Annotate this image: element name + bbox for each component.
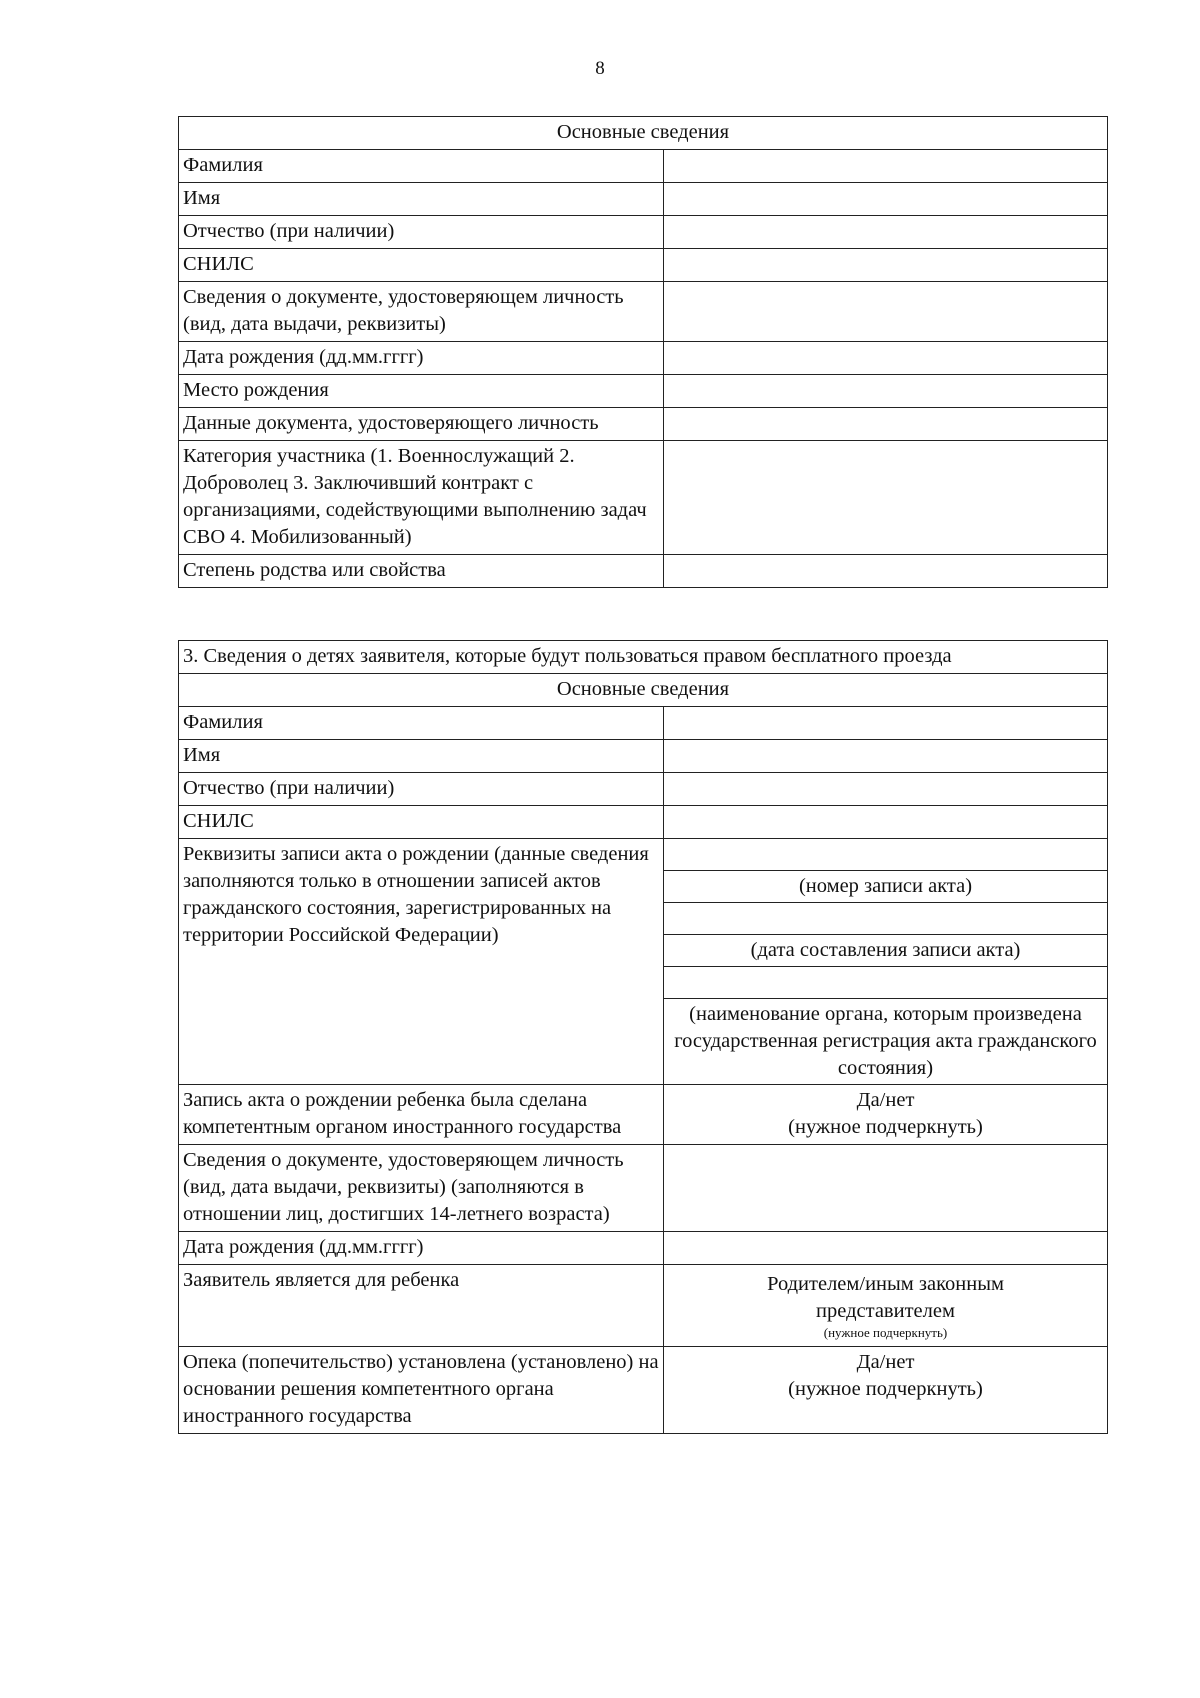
field-label: Имя — [179, 183, 664, 216]
applicant-relative-table — [178, 116, 1108, 588]
field-label: Фамилия — [179, 707, 664, 740]
table-row — [179, 150, 1108, 183]
yes-no-option[interactable]: Да/нет — [856, 1089, 915, 1111]
applicant-role-value[interactable] — [664, 1265, 1108, 1347]
field-label: СНИЛС — [179, 249, 664, 282]
table-row — [179, 1145, 1108, 1232]
field-value[interactable] — [664, 408, 1108, 441]
table-row — [179, 707, 1108, 740]
field-label: Дата рождения (дд.мм.гггг) — [179, 342, 664, 375]
field-value[interactable] — [664, 773, 1108, 806]
field-value[interactable] — [664, 707, 1108, 740]
foreign-record-label: Запись акта о рождении ребенка была сделана компетентным органом иностранного государства — [179, 1085, 664, 1145]
table-row — [179, 555, 1108, 588]
birth-record-fields — [664, 839, 1108, 1085]
choice-note: (нужное подчеркнуть) — [823, 1325, 948, 1340]
record-date-input[interactable] — [664, 903, 1107, 935]
choice-note: (нужное подчеркнуть) — [788, 1116, 983, 1138]
field-label: Данные документа, удостоверяющего личность — [179, 408, 664, 441]
table-row — [179, 183, 1108, 216]
record-number-caption: (номер записи акта) — [664, 871, 1107, 903]
id-document-label: Сведения о документе, удостоверяющем личность (вид, дата выдачи, реквизиты) (заполняются в отношении лиц, достигших 14-летнего возраста) — [179, 1145, 664, 1232]
field-value[interactable] — [664, 441, 1108, 555]
table-row — [179, 1265, 1108, 1347]
table-row — [179, 773, 1108, 806]
record-number-input[interactable] — [664, 839, 1107, 871]
table-row — [179, 249, 1108, 282]
field-value[interactable] — [664, 555, 1108, 588]
role-option[interactable]: Родителем/иным законным представителем — [767, 1273, 1004, 1322]
field-value[interactable] — [664, 249, 1108, 282]
field-value[interactable] — [664, 740, 1108, 773]
section-header: Основные сведения — [179, 674, 1108, 707]
table-row — [179, 375, 1108, 408]
field-value[interactable] — [664, 342, 1108, 375]
field-label: Сведения о документе, удостоверяющем личность (вид, дата выдачи, реквизиты) — [179, 282, 664, 342]
birth-record-label: Реквизиты записи акта о рождении (данные сведения заполняются только в отношении записей актов гражданского состояния, зарегистрированных на территории Российской Федерации) — [179, 839, 664, 1085]
authority-input[interactable] — [664, 967, 1107, 999]
table-row — [179, 1347, 1108, 1434]
page-number: 8 — [595, 58, 605, 79]
table-row — [179, 441, 1108, 555]
choice-note: (нужное подчеркнуть) — [788, 1378, 983, 1400]
table-row — [179, 216, 1108, 249]
field-value[interactable] — [664, 375, 1108, 408]
authority-caption: (наименование органа, которым произведена государственная регистрация акта гражданского состояния) — [674, 1003, 1097, 1079]
field-value[interactable] — [664, 1145, 1108, 1232]
record-date-caption: (дата составления записи акта) — [664, 935, 1107, 967]
table-row — [179, 408, 1108, 441]
field-value[interactable] — [664, 216, 1108, 249]
children-table — [178, 640, 1108, 1434]
field-label: Отчество (при наличии) — [179, 773, 664, 806]
field-label: Степень родства или свойства — [179, 555, 664, 588]
table-row — [179, 806, 1108, 839]
table-row — [179, 1232, 1108, 1265]
section-header: Основные сведения — [179, 117, 1108, 150]
birth-date-label: Дата рождения (дд.мм.гггг) — [179, 1232, 664, 1265]
field-value[interactable] — [664, 1232, 1108, 1265]
field-label: Имя — [179, 740, 664, 773]
section-3-title: 3. Сведения о детях заявителя, которые будут пользоваться правом бесплатного проезда — [179, 641, 1108, 674]
guardianship-value[interactable] — [664, 1347, 1108, 1434]
field-value[interactable] — [664, 183, 1108, 216]
field-label: Отчество (при наличии) — [179, 216, 664, 249]
field-label: Место рождения — [179, 375, 664, 408]
field-value[interactable] — [664, 806, 1108, 839]
field-label: Категория участника (1. Военнослужащий 2. Доброволец 3. Заключивший контракт с организациями, содействующими выполнению задач СВО 4. Мобилизованный) — [179, 441, 664, 555]
guardianship-label: Опека (попечительство) установлена (установлено) на основании решения компетентного органа иностранного государства — [179, 1347, 664, 1434]
yes-no-option[interactable]: Да/нет — [856, 1351, 915, 1373]
field-label: Фамилия — [179, 150, 664, 183]
field-label: СНИЛС — [179, 806, 664, 839]
table-row — [179, 839, 1108, 1085]
table-row — [179, 342, 1108, 375]
foreign-record-value[interactable] — [664, 1085, 1108, 1145]
applicant-role-label: Заявитель является для ребенка — [179, 1265, 664, 1347]
table-row — [179, 282, 1108, 342]
table-row — [179, 740, 1108, 773]
field-value[interactable] — [664, 282, 1108, 342]
table-row — [179, 1085, 1108, 1145]
field-value[interactable] — [664, 150, 1108, 183]
